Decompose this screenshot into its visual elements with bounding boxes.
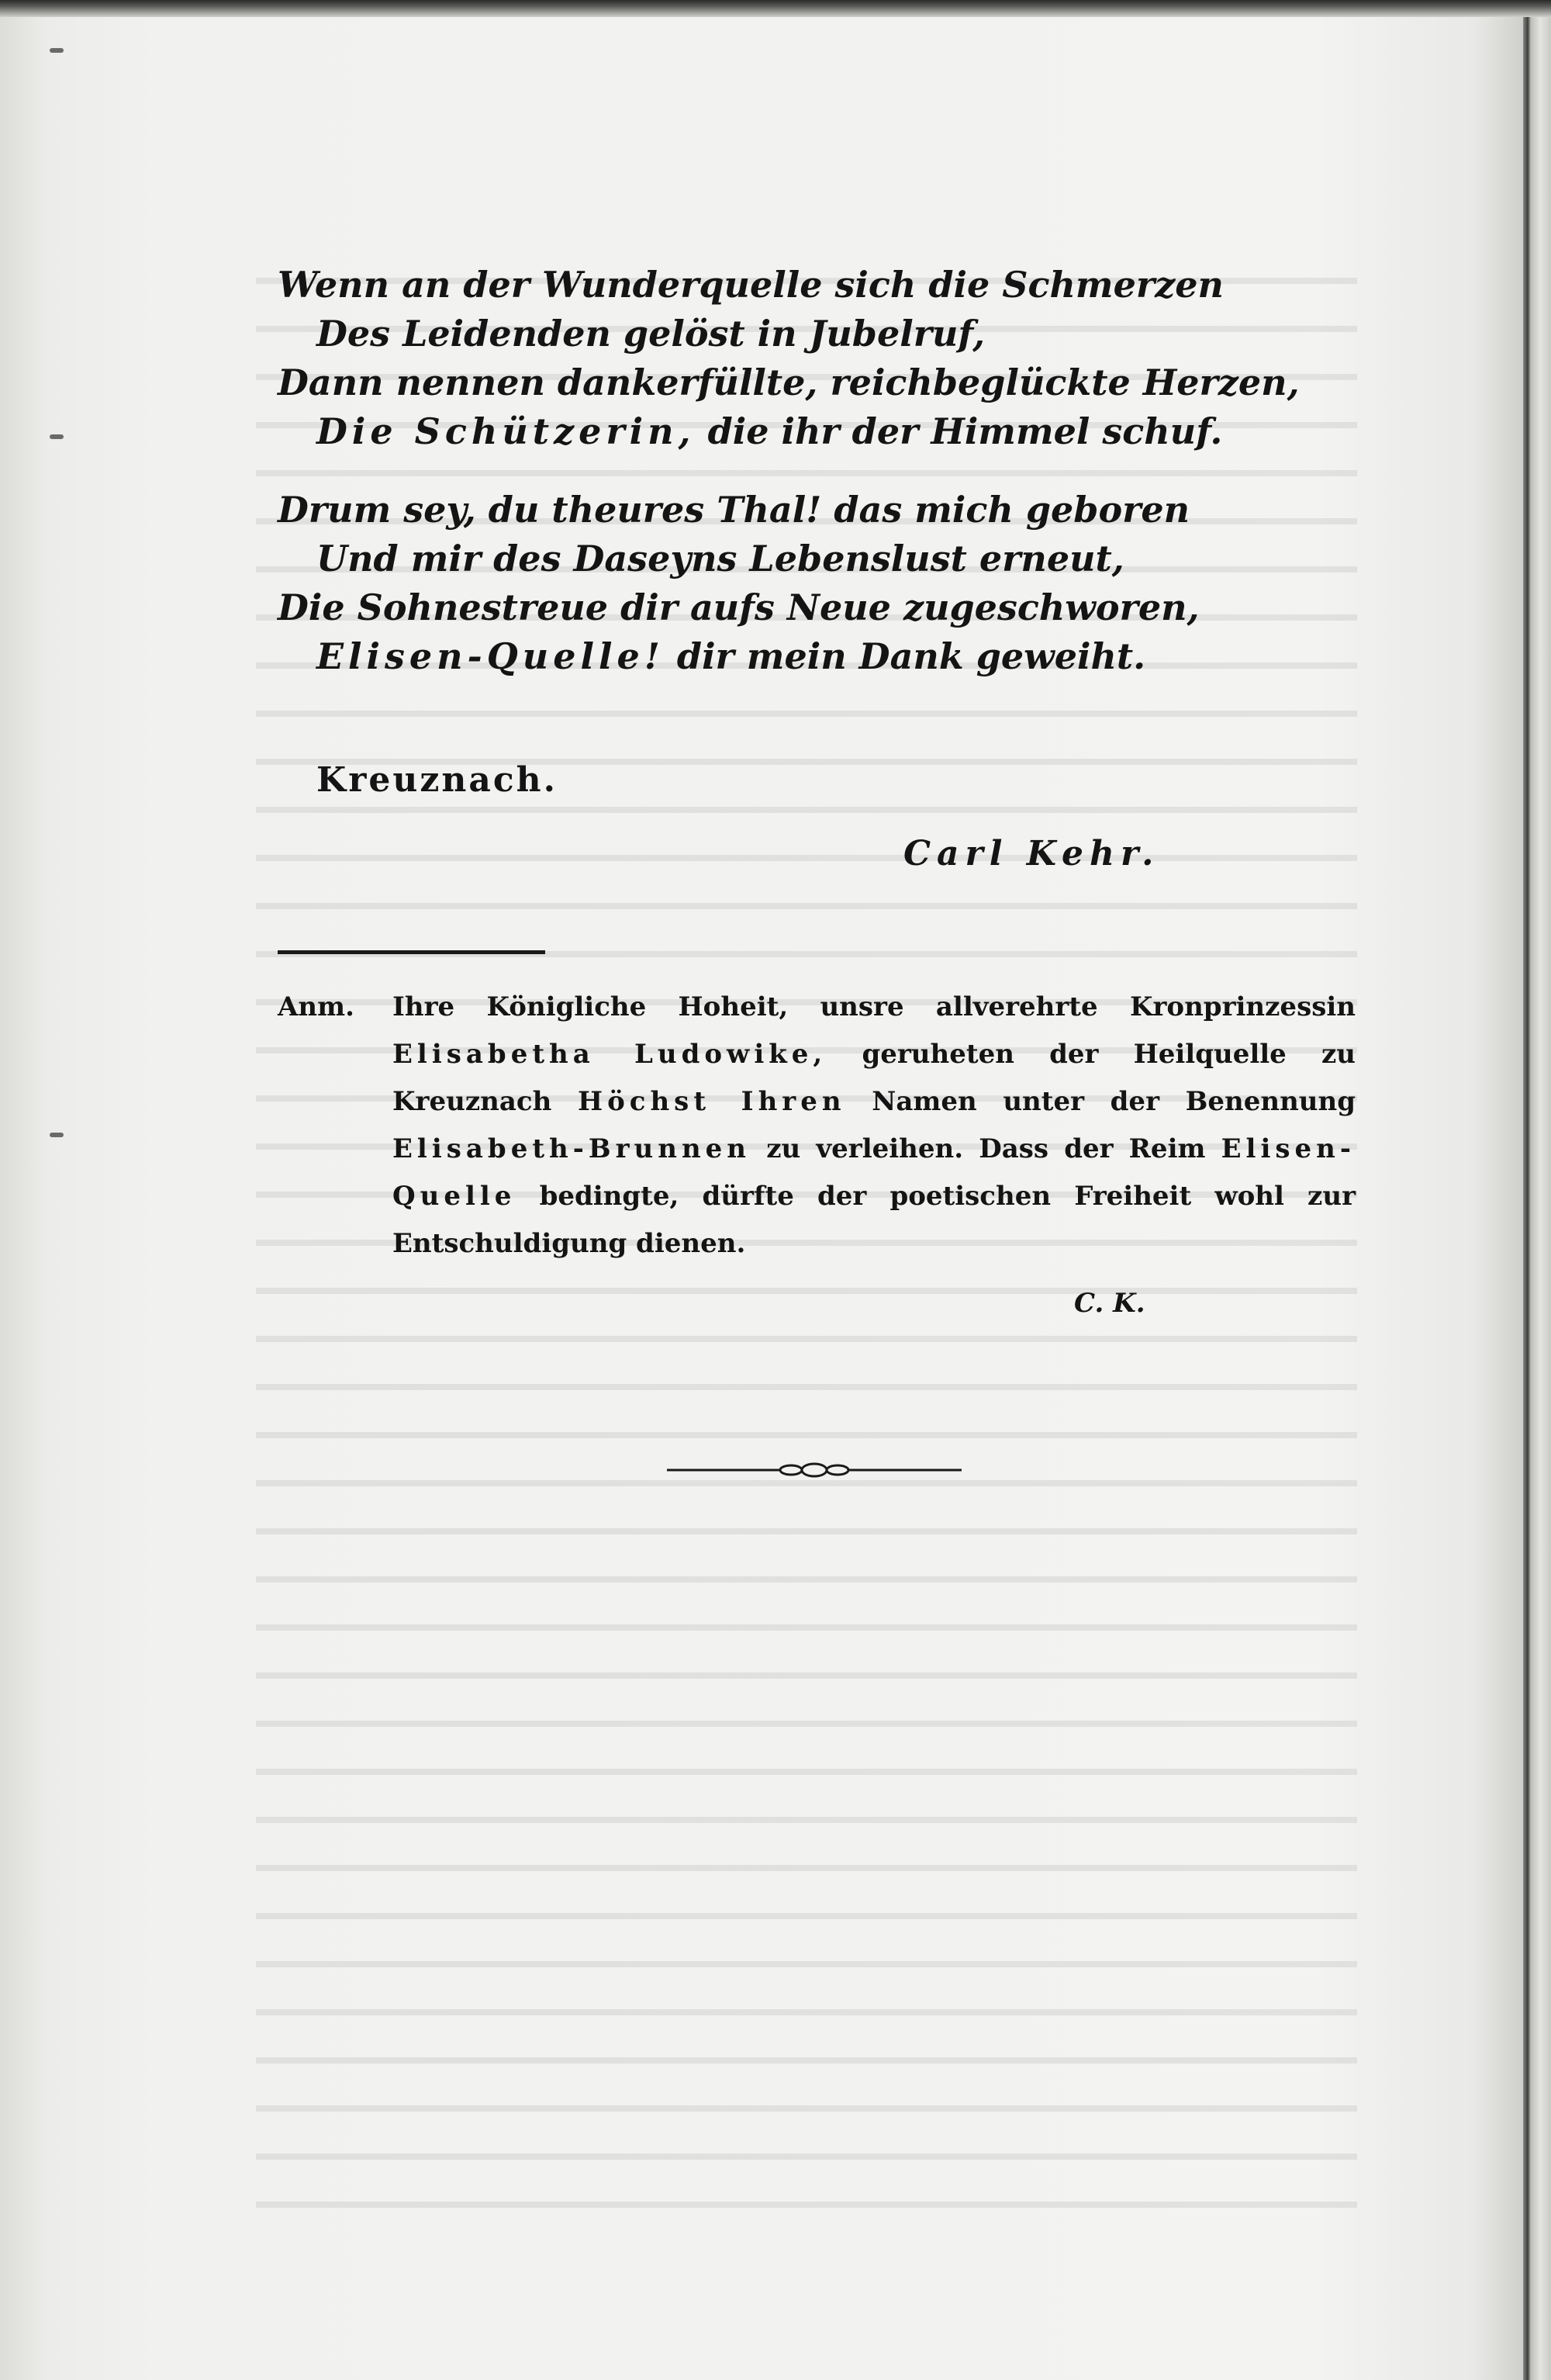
poem-line-rest: die ihr der Himmel schuf. <box>707 410 1223 452</box>
poem-stanza-1 <box>278 261 1300 456</box>
footnote-name: Elisabeth-Brunnen <box>392 1133 751 1164</box>
poem-line: Und mir des Daseyns Lebenslust erneut, <box>316 538 1124 579</box>
footnote <box>278 984 1356 1268</box>
footnote-text: geruheten der Heilquelle zu Kreuznach <box>392 1039 1356 1117</box>
footnote-name: Elisabetha Ludowike, <box>392 1039 827 1070</box>
author-signature: Carl Kehr. <box>903 834 1160 873</box>
footnote-body <box>392 984 1356 1268</box>
footnote-text: bedingte, dürfte der poetischen Freiheit wohl zur Entschuldigung dienen. <box>392 1181 1356 1259</box>
place-name: Kreuznach. <box>316 760 558 800</box>
footnote-label: Anm. <box>278 991 354 1022</box>
poem-line: Des Leidenden gelöst in Jubelruf, <box>316 313 986 355</box>
footnote-name: Elisen-Quelle <box>392 1133 1356 1212</box>
binding-mark <box>50 48 64 53</box>
footnote-name: Höchst Ihren <box>577 1086 846 1117</box>
poem-line-rest: dir mein Dank geweiht. <box>676 635 1146 677</box>
binding-mark <box>50 1133 64 1137</box>
poem-line: Drum sey, du theures Thal! das mich geboren <box>278 489 1190 531</box>
footnote-text: Ihre Königliche Hoheit, unsre allverehrte Kronprinzessin <box>392 991 1356 1022</box>
ornament-divider <box>667 1458 962 1482</box>
footnote-rule <box>278 950 545 954</box>
poem <box>278 261 1300 681</box>
poem-line: Dann nennen dankerfüllte, reichbeglückte Herzen, <box>278 361 1300 403</box>
poem-line: Die Sohnestreue dir aufs Neue zugeschworen, <box>278 586 1200 628</box>
poem-stanza-2 <box>278 486 1286 681</box>
poem-line <box>278 632 1286 681</box>
page-edge <box>1523 0 1551 2380</box>
binding-mark <box>50 434 64 439</box>
poem-name: Elisen-Quelle! <box>316 635 665 677</box>
page-top-edge <box>0 0 1551 17</box>
poem-line <box>278 407 1286 456</box>
footnote-initials: C. K. <box>1074 1288 1145 1319</box>
footnote-text: Namen unter der Benennung <box>872 1086 1356 1117</box>
poem-name: Die Schützerin, <box>316 410 696 452</box>
footnote-text: zu verleihen. Dass der Reim <box>766 1133 1206 1164</box>
poem-line: Wenn an der Wunderquelle sich die Schmerzen <box>278 264 1224 306</box>
